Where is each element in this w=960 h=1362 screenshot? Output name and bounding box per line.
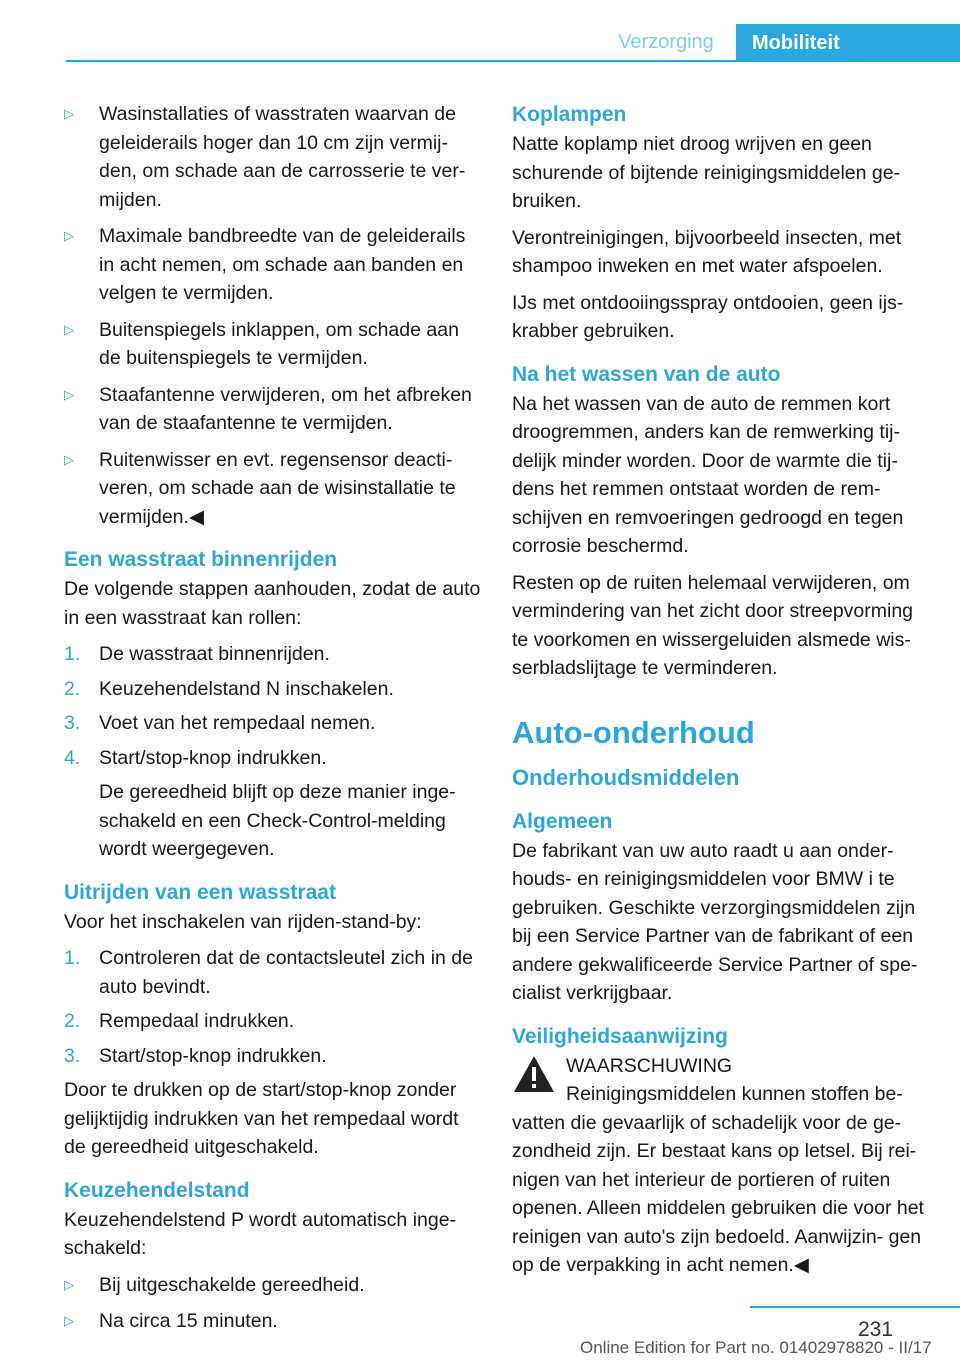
list-item-text: Staafantenne verwijderen, om het afbreken van de staafantenne te vermijden. (99, 383, 472, 434)
step-text: Rempedaal indrukken. (99, 1010, 295, 1032)
section-heading: Keuzehendelstand (64, 1178, 250, 1202)
step-text: Voet van het rempedaal nemen. (99, 712, 376, 734)
list-item-text: Buitenspiegels inklappen, om schade aan de buitenspiegels te vermijden. (99, 318, 459, 369)
section-heading: Na het wassen van de auto (512, 362, 781, 386)
paragraph: De fabrikant van uw auto raadt u aan onder‐ houds- en reinigingsmiddelen voor BMW i te gebruiken. Geschikte verzorgingsmiddelen zijn bij een Service Partner van de fabrikant of een andere gekwalificeerde Service Partner of spe‐ cialist verkrijgbaar. (512, 839, 918, 1004)
list-item-text: Wasinstallaties of wasstraten waarvan de geleiderails hoger dan 10 cm zijn vermij‐ den, om schade aan de carrosserie te ver‐ mijden. (99, 103, 466, 211)
step-item (64, 744, 482, 773)
left-column (64, 100, 482, 1344)
triangle-right-icon: ▷ (64, 386, 74, 402)
warning-text: Reinigingsmiddelen kunnen stoffen be‐ vatten die gevaarlijk of schadelijk voor de ge‐ zondheid zijn. Er bestaat kans op letsel. Bij rei‐ nigen van het interieur de portieren of ruiten openen. Alleen middelen gebruiken die voor het reinigen van auto's zijn bedoeld. Aanwijzin‐ gen op de verpakking in acht nemen.◀ (512, 1083, 924, 1276)
footer-rule (750, 1306, 960, 1308)
list-item-text: Maximale bandbreedte van de geleiderails in acht nemen, om schade aan banden en velgen te vermijden. (99, 225, 466, 304)
step-number: 2. (64, 1010, 81, 1032)
list-item (64, 381, 482, 438)
warning-triangle-icon (512, 1054, 556, 1094)
paragraph: Natte koplamp niet droog wrijven en geen schurende of bijtende reinigingsmiddelen ge‐ bruiken. (512, 133, 901, 212)
section-heading: Uitrijden van een wasstraat (64, 880, 336, 904)
edition-note: Online Edition for Part no. 01402978820 - II/17 (580, 1338, 932, 1357)
list-item-text: Bij uitgeschakelde gereedheid. (99, 1273, 365, 1296)
list-item-text: Ruitenwisser en evt. regensensor deacti‐ veren, om schade aan de wisinstallatie te vermijden.◀ (99, 448, 456, 528)
warning-block (512, 1052, 926, 1280)
paragraph: De volgende stappen aanhouden, zodat de auto in een wasstraat kan rollen: (64, 578, 481, 629)
triangle-right-icon: ▷ (64, 1313, 74, 1328)
page-number: 231 (858, 1318, 894, 1341)
list-item (64, 100, 482, 214)
step-item (64, 675, 482, 704)
step-item (64, 1007, 482, 1036)
step-text: De wasstraat binnenrijden. (99, 643, 330, 665)
list-item-text: Na circa 15 minuten. (99, 1310, 278, 1332)
step-text: Keuzehendelstand N inschakelen. (99, 677, 394, 700)
paragraph: Resten op de ruiten helemaal verwijderen, om vermindering van het zicht door streepvorming te voorkomen en wissergeluiden alsmede wis‐ serbladslijtage te verminderen. (512, 571, 914, 679)
list-item (64, 222, 482, 308)
step-number: 1. (64, 643, 81, 665)
section-heading: Veiligheidsaanwijzing (512, 1024, 728, 1048)
warning-title: WAARSCHUWING (566, 1054, 733, 1077)
section-heading: Koplampen (512, 103, 627, 126)
list-item (64, 1307, 482, 1336)
page-header (0, 0, 960, 62)
header-rule (66, 60, 960, 62)
step-item (64, 944, 482, 1001)
triangle-right-icon: ▷ (64, 1276, 74, 1292)
right-column (512, 100, 926, 1280)
subchapter-title: Onderhoudsmiddelen (512, 764, 740, 790)
step-text: Start/stop-knop indrukken. (99, 746, 327, 769)
step-number: 4. (64, 746, 81, 769)
paragraph: Verontreinigingen, bijvoorbeeld insecten, met shampoo inweken en met water afspoelen. (512, 226, 902, 277)
section-heading: Een wasstraat binnenrijden (64, 548, 338, 571)
step-number: 1. (64, 947, 81, 969)
section-tab-mobiliteit: Mobiliteit (736, 24, 960, 62)
section-heading: Algemeen (512, 809, 613, 833)
triangle-right-icon: ▷ (64, 106, 74, 121)
triangle-right-icon: ▷ (64, 228, 74, 243)
step-text: Start/stop-knop indrukken. (99, 1044, 327, 1067)
paragraph: Voor het inschakelen van rijden-stand-by: (64, 910, 422, 933)
paragraph: IJs met ontdooiingsspray ontdooien, geen ijs‐ krabber gebruiken. (512, 291, 904, 342)
list-item (64, 446, 482, 532)
triangle-right-icon: ▷ (64, 451, 74, 467)
step-item (64, 1042, 482, 1071)
step-item (64, 709, 482, 738)
section-tab-verzorging: Verzorging (618, 31, 714, 53)
paragraph: Door te drukken op de start/stop-knop zonder gelijktijdig indrukken van het rempedaal wordt de gereedheid uitgeschakeld. (64, 1079, 459, 1158)
list-item (64, 316, 482, 373)
step-number: 2. (64, 677, 81, 700)
step-number: 3. (64, 1044, 81, 1067)
paragraph: Keuzehendelstend P wordt automatisch inge‐ schakeld: (64, 1208, 457, 1259)
paragraph: Na het wassen van de auto de remmen kort droogremmen, anders kan de remwerking tij‐ delijk minder worden. Door de warmte die tij‐ dens het remmen ontstaat worden de rem‐ schijven en remvoeringen gedroogd en tegen corrosie beschermd. (512, 392, 904, 557)
step-item (64, 640, 482, 669)
chapter-title: Auto-onderhoud (512, 714, 755, 750)
step-text: Controleren dat de contactsleutel zich in de auto bevindt. (99, 947, 473, 998)
list-item (64, 1271, 482, 1300)
step-note: De gereedheid blijft op deze manier inge‐ schakeld en een Check-Control-melding wordt weergegeven. (99, 781, 456, 860)
triangle-right-icon: ▷ (64, 321, 74, 337)
step-number: 3. (64, 712, 81, 734)
